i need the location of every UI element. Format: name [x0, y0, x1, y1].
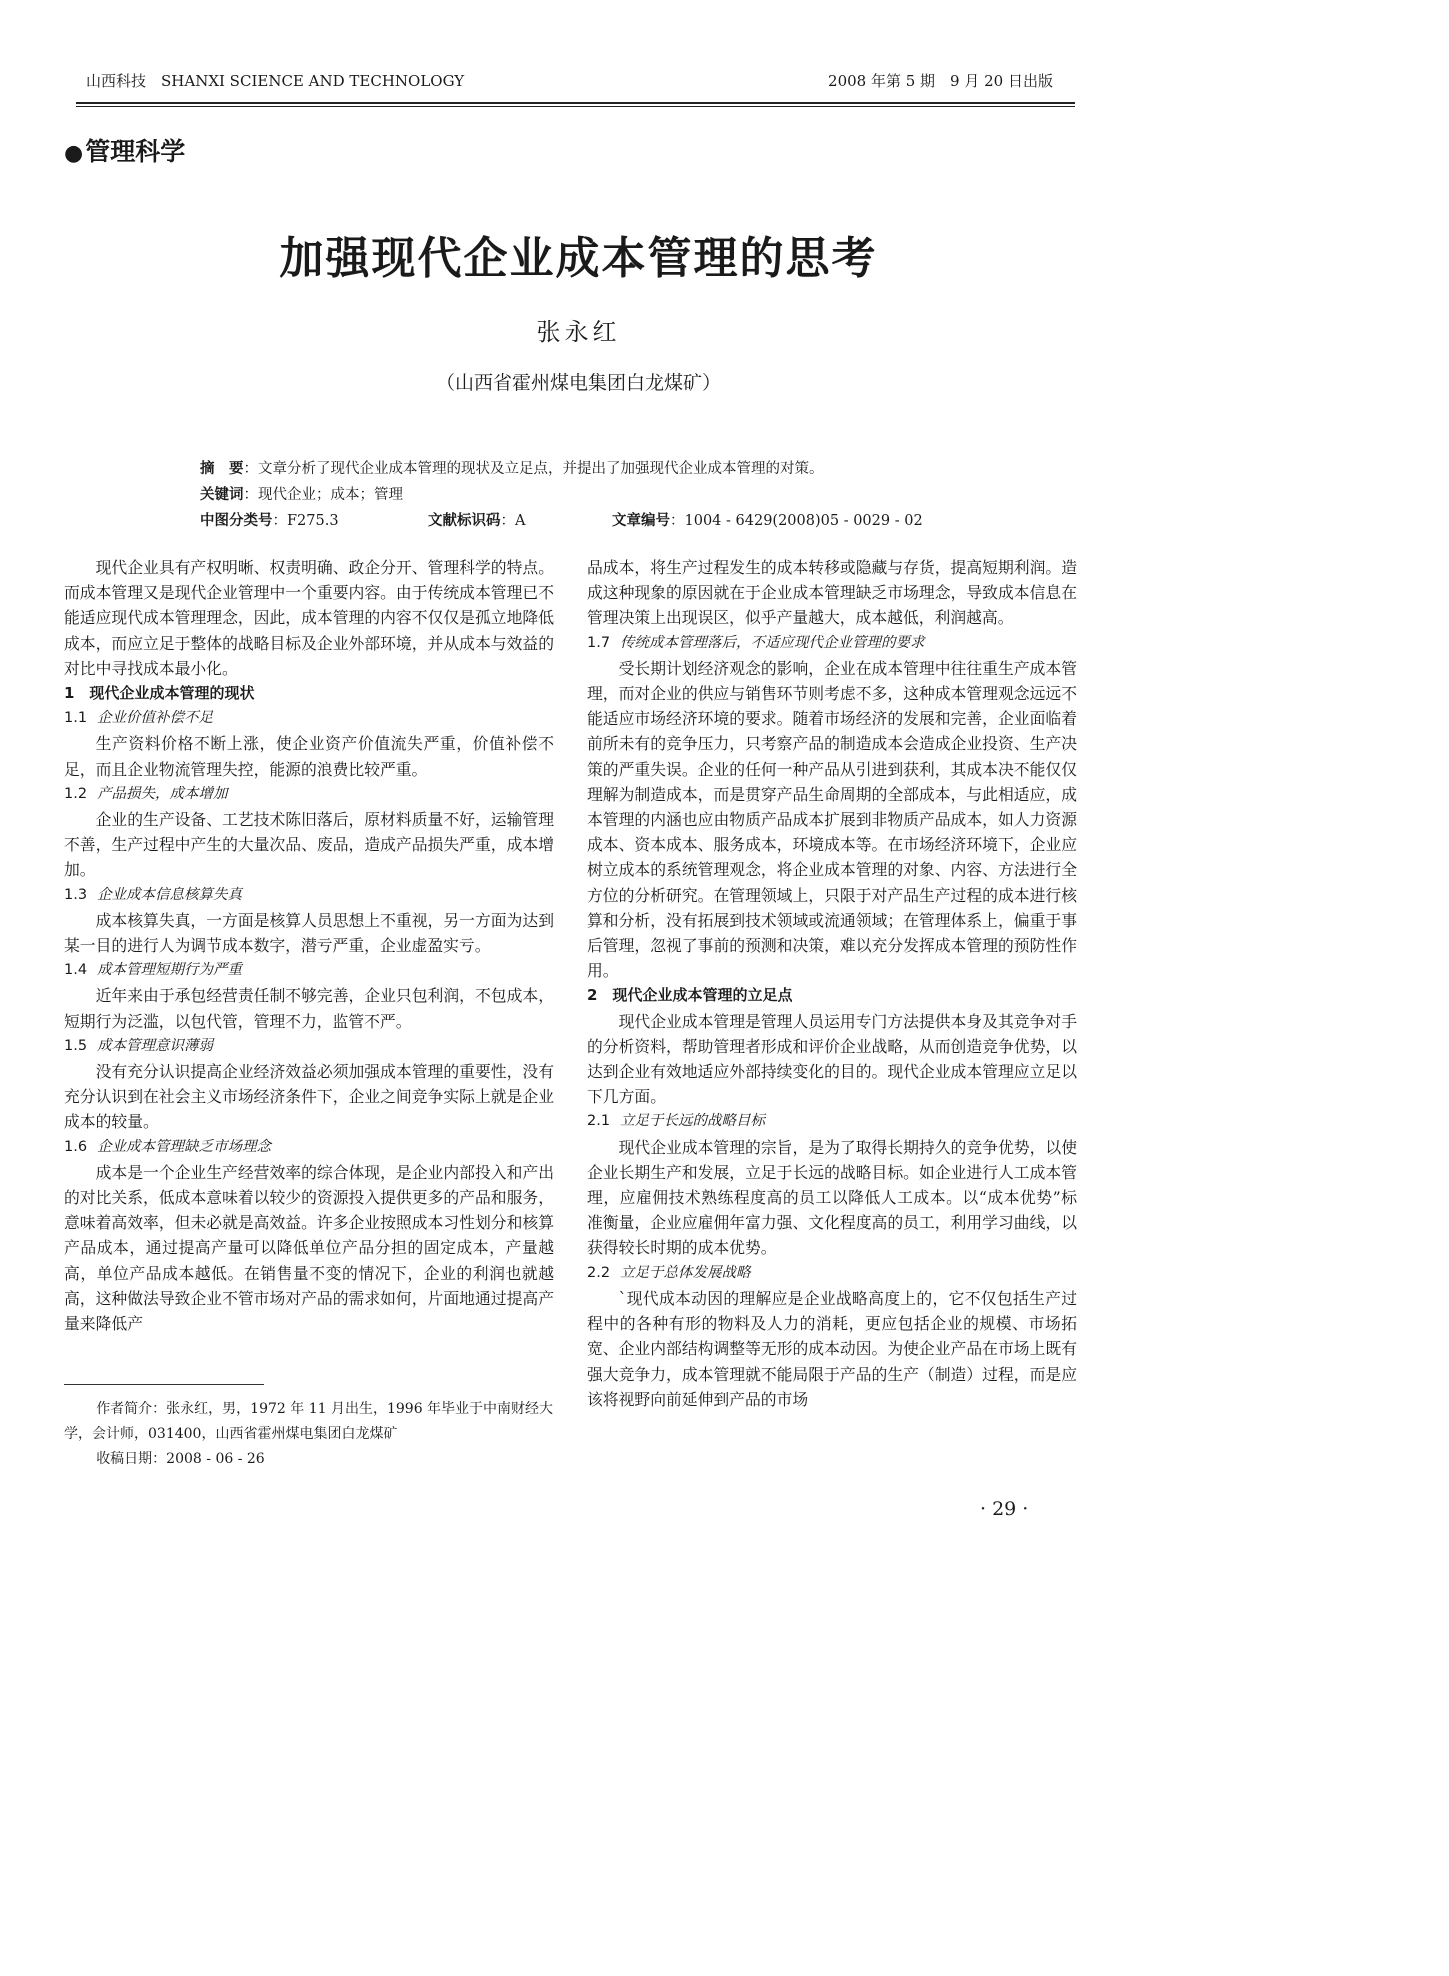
paragraph: 没有充分认识提高企业经济效益必须加强成本管理的重要性，没有充分认识到在社会主义市场经济条件下，企业之间竞争实际上就是企业成本的较量。: [64, 1062, 554, 1132]
author-bio: 作者简介：张永红，男，1972 年 11 月出生，1996 年毕业于中南财经大学，会计师，031400，山西省霍州煤电集团白龙煤矿: [64, 1401, 554, 1442]
subsection-number: 1.3: [64, 886, 88, 903]
issue-date: 2008 年第 5 期 9 月 20 日出版: [828, 72, 1053, 90]
subsection-heading: [64, 1034, 554, 1059]
abstract: 摘 要：文章分析了现代企业成本管理的现状及立足点，并提出了加强现代企业成本管理的对策。: [200, 461, 824, 477]
subsection-heading: [587, 1109, 1077, 1134]
paragraph: `现代成本动因的理解应是企业战略高度上的，它不仅包括生产过程中的各种有形的物料及人力的消耗，更应包括企业的规模、市场拓宽、企业内部结构调整等无形的成本动因。为使企业产品在市场上既有强大竞争力，成本管理就不能局限于产品的生产（制造）过程，而是应该将视野向前延伸到产品的市场: [587, 1288, 1077, 1409]
header-rule: [76, 102, 1075, 104]
paragraph: 生产资料价格不断上涨，使企业资产价值流失严重，价值补偿不足，而且企业物流管理失控，能源的浪费比较严重。: [64, 734, 554, 779]
section-label: ●管理科学: [64, 137, 186, 166]
subsection-number: 2.1: [587, 1113, 611, 1130]
subsection-title: 企业成本信息核算失真: [97, 886, 243, 903]
paragraph: 品成本，将生产过程发生的成本转移或隐藏与存货，提高短期利润。造成这种现象的原因就在于企业成本管理缺乏市场理念，导致成本信息在管理决策上出现误区，似乎产量越大，成本越低，利润越高。: [587, 558, 1077, 628]
subsection-heading: [587, 1261, 1077, 1286]
left-column: [64, 555, 554, 1336]
subsection-number: 2.2: [587, 1264, 611, 1281]
paragraph: 受长期计划经济观念的影响，企业在成本管理中往往重生产成本管理，而对企业的供应与销售环节则考虑不多，这种成本管理观念远远不能适应市场经济环境的要求。随着市场经济的发展和完善，企业面临着前所未有的竞争压力，只考察产品的制造成本会造成企业投资、生产决策的严重失误。企业的任何一种产品从引进到获利，其成本决不能仅仅理解为制造成本，而是贯穿产品生命周期的全部成本，与此相适应，成本管理的内涵也应由物质产品成本扩展到非物质产品成本，如人力资源成本、资本成本、服务成本，环境成本等。在市场经济环境下，企业应树立成本的系统管理观念，将企业成本管理的对象、内容、方法进行全方位的分析研究。在管理领域上，只限于对产品生产过程的成本进行核算和分析，没有拓展到技术领域或流通领域；在管理体系上，偏重于事后管理，忽视了事前的预测和决策，难以充分发挥成本管理的预防性作用。: [587, 658, 1077, 981]
bullet-icon: ●: [64, 141, 84, 166]
section-heading: 1 现代企业成本管理的现状: [64, 684, 255, 703]
journal-header: 山西科技 SHANXI SCIENCE AND TECHNOLOGY: [86, 72, 465, 90]
section-heading: 2 现代企业成本管理的立足点: [587, 986, 793, 1005]
subsection-number: 1.2: [64, 785, 88, 802]
subsection-title: 企业价值补偿不足: [97, 710, 214, 727]
subsection-heading: [64, 706, 554, 731]
subsection-heading: [64, 883, 554, 908]
subsection-title: 立足于长远的战略目标: [620, 1113, 766, 1130]
document-code: 文献标识码：A: [428, 513, 526, 529]
subsection-number: 1.6: [64, 1138, 88, 1155]
subsection-title: 企业成本管理缺乏市场理念: [97, 1138, 272, 1155]
paragraph: 成本核算失真，一方面是核算人员思想上不重视，另一方面为达到某一目的进行人为调节成本数字，潜亏严重，企业虚盈实亏。: [64, 910, 554, 956]
keywords: 关键词：现代企业；成本；管理: [200, 487, 403, 503]
subsection-title: 成本管理短期行为严重: [97, 962, 243, 979]
paragraph: 现代企业成本管理是管理人员运用专门方法提供本身及其竞争对手的分析资料，帮助管理者形成和评价企业战略，从而创造竞争优势，以达到企业有效地适应外部持续变化的目的。现代企业成本管理应立足以下几方面。: [587, 1011, 1077, 1107]
subsection-title: 传统成本管理落后，不适应现代企业管理的要求: [620, 634, 925, 651]
paragraph: 现代企业成本管理的宗旨，是为了取得长期持久的竞争优势，以使企业长期生产和发展，立足于长远的战略目标。如企业进行人工成本管理，应雇佣技术熟练程度高的员工以降低人工成本。以“成本优势”标准衡量，企业应雇佣年富力强、文化程度高的员工，利用学习曲线，以获得较长时期的成本优势。: [587, 1137, 1077, 1258]
subsection-title: 立足于总体发展战略: [620, 1264, 751, 1281]
author-name: 张永红: [536, 318, 621, 346]
subsection-heading: [64, 1135, 554, 1160]
subsection-heading: [64, 958, 554, 983]
footnote-rule: [64, 1384, 264, 1385]
received-date: 收稿日期：2008 - 06 - 26: [96, 1451, 265, 1467]
subsection-number: 1.4: [64, 962, 88, 979]
subsection-number: 1.5: [64, 1037, 88, 1054]
subsection-heading: [587, 631, 1077, 656]
subsection-title: 产品损失，成本增加: [97, 785, 228, 802]
paragraph: 近年来由于承包经营责任制不够完善，企业只包利润，不包成本，短期行为泛滥，以包代管，管理不力，监管不严。: [64, 986, 554, 1031]
page-number: · 29 ·: [980, 1498, 1029, 1520]
subsection-number: 1.7: [587, 634, 611, 651]
paragraph: 成本是一个企业生产经营效率的综合体现，是企业内部投入和产出的对比关系，低成本意味着以较少的资源投入提供更多的产品和服务，意味着高效率，但未必就是高效益。许多企业按照成本习性划分和核算产品成本，通过提高产量可以降低单位产品分担的固定成本，产量越高，单位产品成本越低。在销售量不变的情况下，企业的利润也就越高，这种做法导致企业不管市场对产品的需求如何，片面地通过提高产量来降低产: [64, 1162, 554, 1334]
author-affiliation: （山西省霍州煤电集团白龙煤矿）: [435, 372, 721, 394]
article-title: 加强现代企业成本管理的思考: [279, 233, 878, 284]
subsection-heading: [64, 782, 554, 807]
subsection-title: 成本管理意识薄弱: [97, 1037, 214, 1054]
header-rule-thin: [76, 106, 1075, 107]
article-number: 文章编号：1004 - 6429(2008)05 - 0029 - 02: [612, 513, 923, 529]
paragraph: 企业的生产设备、工艺技术陈旧落后，原材料质量不好，运输管理不善，生产过程中产生的大量次品、废品，造成产品损失严重，成本增加。: [64, 810, 554, 880]
subsection-number: 1.1: [64, 710, 88, 727]
right-column: [587, 555, 1077, 1412]
clc-number: 中图分类号：F275.3: [200, 513, 339, 529]
paragraph: 现代企业具有产权明晰、权责明确、政企分开、管理科学的特点。而成本管理又是现代企业管理中一个重要内容。由于传统成本管理已不能适应现代成本管理理念，因此，成本管理的内容不仅仅是孤立地降低成本，而应立足于整体的战略目标及企业外部环境，并从成本与效益的对比中寻找成本最小化。: [64, 558, 554, 678]
